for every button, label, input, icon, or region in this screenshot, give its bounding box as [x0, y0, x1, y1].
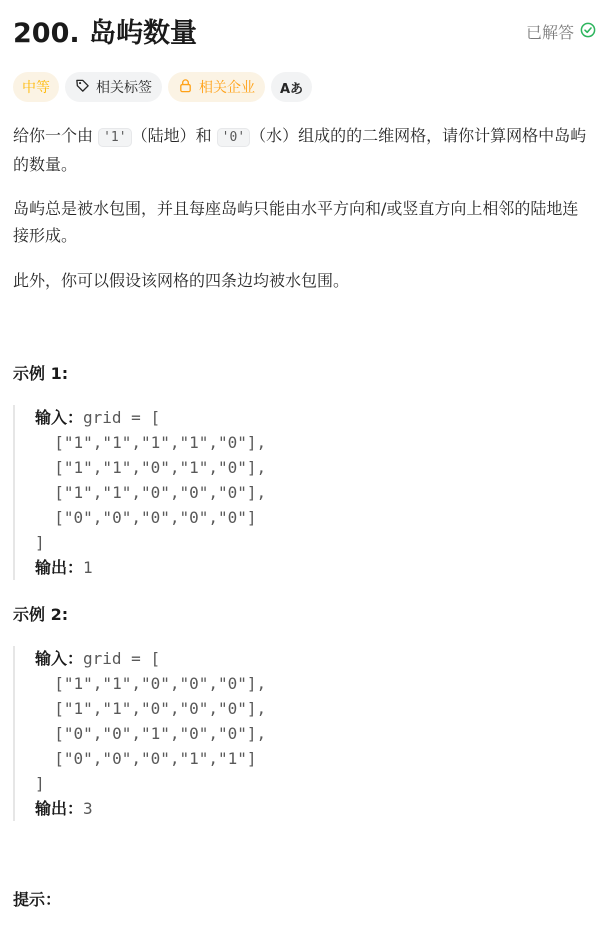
example-input-line: ["1","1","1","1","0"], [35, 433, 267, 452]
example-output-value: 3 [83, 799, 93, 818]
description-paragraph-2: 岛屿总是被水包围，并且每座岛屿只能由水平方向和/或竖直方向上相邻的陆地连接形成。 [13, 199, 579, 245]
example-input-line: ["1","1","0","0","0"], [35, 483, 267, 502]
example-1-title: 示例 1: [13, 364, 69, 383]
hints-title: 提示： [13, 890, 62, 909]
example-input-label: 输入： [35, 649, 84, 668]
example-input-line: grid = [ [83, 408, 161, 427]
description-text: （水）组成的的二维网格，请你计算网格中岛屿的数量。 [13, 126, 587, 174]
description-paragraph-1 [13, 122, 593, 178]
problem-tags [13, 72, 312, 102]
example-input-line: ["0","0","0","0","0"] [35, 508, 257, 527]
related-topics-button[interactable] [65, 72, 162, 102]
tag-icon [75, 78, 90, 97]
description-text: （陆地）和 [131, 126, 217, 145]
translate-button[interactable] [271, 72, 312, 102]
inline-code-land: '1' [98, 128, 131, 147]
difficulty-badge [13, 72, 59, 102]
description-paragraph-3: 此外，你可以假设该网格的四条边均被水包围。 [13, 271, 350, 290]
example-input-line: ["0","0","0","1","1"] [35, 749, 257, 768]
inline-code-water: '0' [217, 128, 250, 147]
translate-icon: Aあ [280, 81, 304, 97]
example-input-label: 输入： [35, 408, 84, 427]
description-text: 给你一个由 [13, 126, 99, 145]
example-output-label: 输出： [35, 558, 84, 577]
example-input-line: ] [35, 533, 45, 552]
problem-title[interactable]: 200. 岛屿数量 [13, 18, 198, 49]
related-companies-button[interactable] [168, 72, 265, 102]
example-input-line: ["0","0","1","0","0"], [35, 724, 267, 743]
solved-status-label: 已解答 [525, 23, 574, 42]
example-2-title: 示例 2: [13, 605, 69, 624]
solved-status [526, 22, 596, 44]
example-output-value: 1 [83, 558, 93, 577]
example-input-line: ["1","1","0","0","0"], [35, 699, 267, 718]
example-output-label: 输出： [35, 799, 84, 818]
lock-icon [178, 78, 193, 97]
example-input-line: ["1","1","0","1","0"], [35, 458, 267, 477]
related-companies-label: 相关企业 [199, 80, 255, 96]
example-2-block [13, 646, 266, 821]
check-circle-icon [580, 22, 596, 44]
example-input-line: ["1","1","0","0","0"], [35, 674, 267, 693]
example-input-line: ] [35, 774, 45, 793]
related-topics-label: 相关标签 [96, 80, 152, 96]
example-1-block [13, 405, 266, 580]
difficulty-label: 中等 [22, 80, 50, 96]
example-input-line: grid = [ [83, 649, 161, 668]
